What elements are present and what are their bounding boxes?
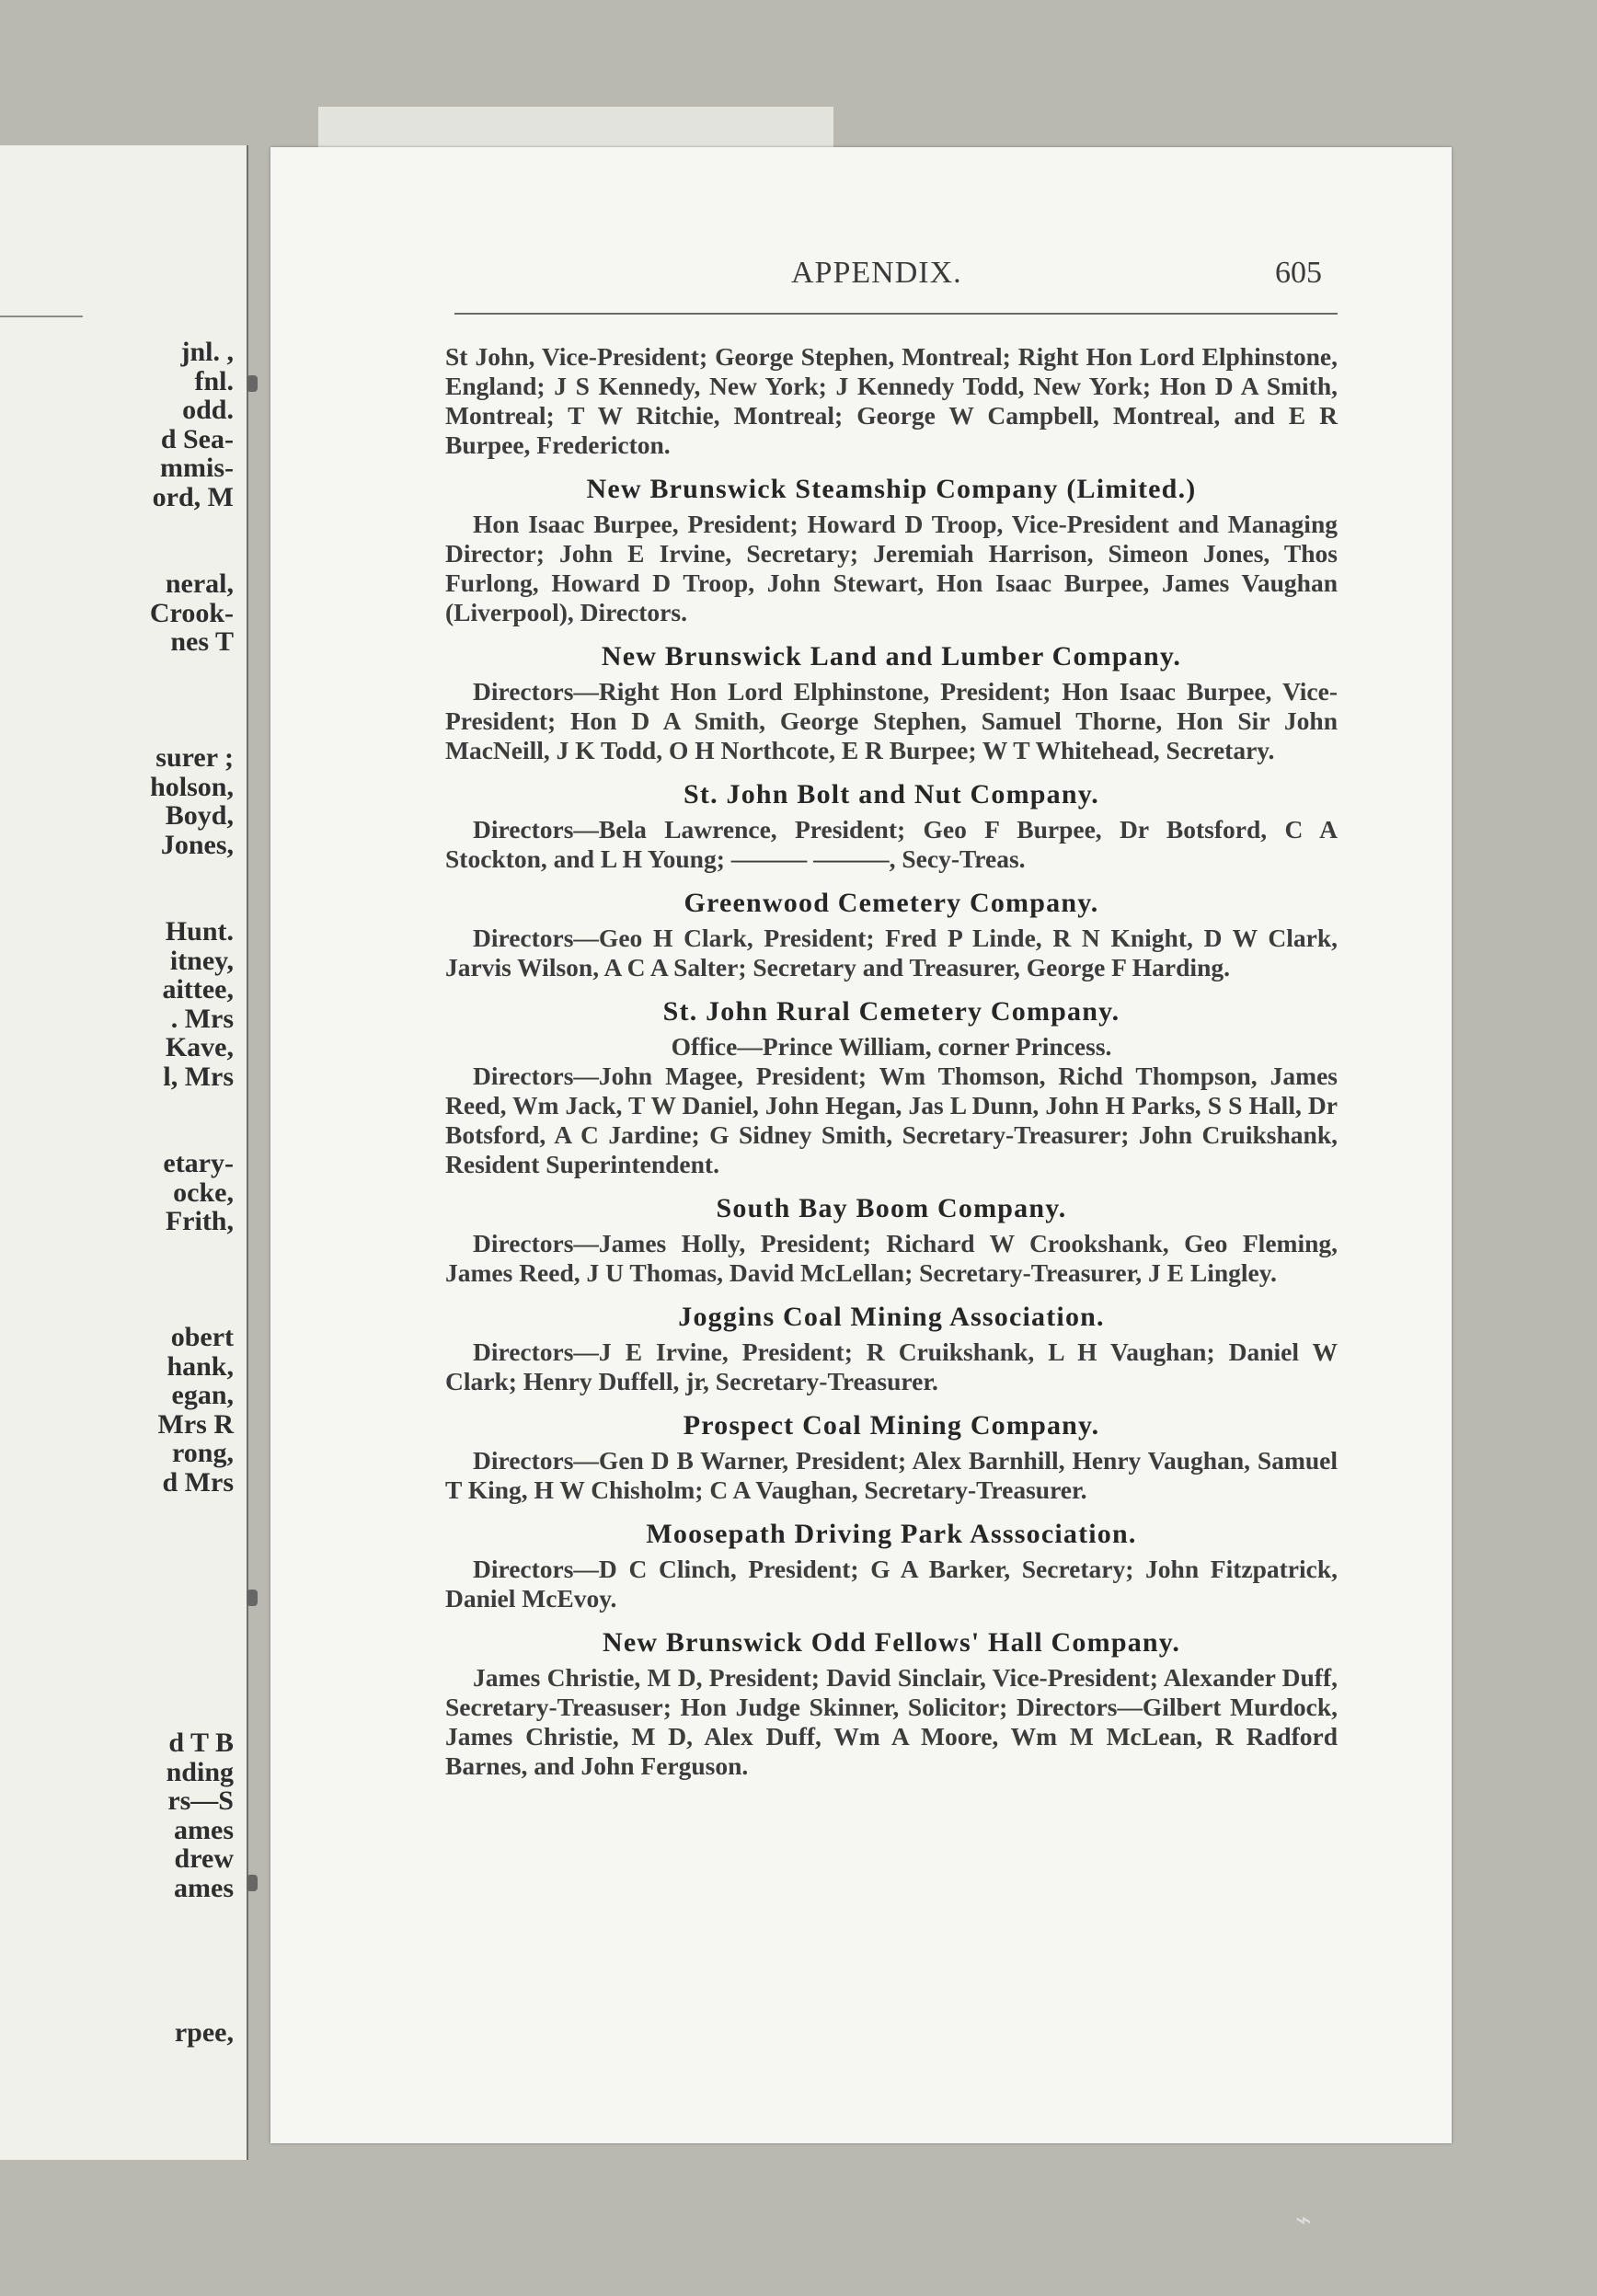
facing-page-line: rs—S — [167, 1785, 234, 1816]
entry-paragraph: James Christie, M D, President; David Sinclair, Vice-President; Alexander Duff, Secretary-Treasuser; Hon Judge Skinner, Solicitor; Directors—Gilbert Murdock, James Christie, M D, Alex Duff, Wm A Moore, Wm M McLean, R Radford Barnes, and John Ferguson. — [445, 1663, 1338, 1780]
facing-page-line: holson, — [150, 771, 234, 802]
entry-paragraph: Directors—J E Irvine, President; R Cruikshank, L H Vaughan; Daniel W Clark; Henry Duffell, jr, Secretary-Treasurer. — [445, 1337, 1338, 1395]
facing-page-line: rpee, — [174, 2017, 234, 2048]
company-entry — [445, 887, 1338, 982]
page-body — [445, 342, 1338, 1781]
book-page — [270, 147, 1452, 2143]
company-entry — [445, 778, 1338, 874]
facing-page-line: d Sea- — [160, 423, 234, 454]
company-heading: Greenwood Cemetery Company. — [684, 888, 1099, 918]
company-heading: Prospect Coal Mining Company. — [683, 1410, 1100, 1441]
facing-page-line: mmis- — [160, 453, 234, 483]
facing-page-line: ames — [174, 1814, 234, 1845]
company-heading: St. John Bolt and Nut Company. — [684, 779, 1099, 809]
page-header — [270, 256, 1452, 296]
facing-page-line: Jones, — [160, 829, 234, 860]
company-heading: New Brunswick Land and Lumber Company. — [601, 641, 1182, 672]
facing-page-line: aittee, — [162, 974, 234, 1004]
facing-page-line: obert — [170, 1322, 234, 1352]
facing-page-line: d T B — [168, 1728, 234, 1758]
facing-page-line: etary- — [163, 1148, 234, 1178]
company-heading: St. John Rural Cemetery Company. — [662, 996, 1120, 1027]
facing-page-line: hank, — [167, 1350, 234, 1382]
entry-paragraph: Hon Isaac Burpee, President; Howard D Troop, Vice-President and Managing Director; John E Irvine, Secretary; Jeremiah Harrison, Simeon Jones, Thos Furlong, Howard D Troop, John Stewart, Hon Isaac Burpee, James Vaughan (Liverpool), Directors. — [445, 510, 1338, 626]
facing-page-line: ocke, — [173, 1177, 234, 1208]
entry-paragraph: St John, Vice-President; George Stephen, Montreal; Right Hon Lord Elphinstone, England; J S Kennedy, New York; J Kennedy Todd, New York; Hon D A Smith, Montreal; T W Ritchie, Montreal; George W Campbell, Montreal, and E R Burpee, Fredericton. — [445, 342, 1338, 459]
entry-paragraph: Directors—Geo H Clark, President; Fred P Linde, R N Knight, D W Clark, Jarvis Wilson, A C A Salter; Secretary and Treasurer, George F Harding. — [445, 924, 1338, 982]
page-number: 605 — [1275, 256, 1322, 290]
entry-paragraph: Directors—Right Hon Lord Elphinstone, President; Hon Isaac Burpee, Vice-President; Hon D A Smith, George Stephen, Samuel Thorne, Hon Sir John MacNeill, J K Todd, O H Northcote, E R Burpee; W T Whitehead, Secretary. — [445, 677, 1338, 764]
facing-page-rule — [0, 316, 83, 317]
facing-page-line: Frith, — [165, 1206, 234, 1236]
facing-page-line: drew — [174, 1843, 234, 1874]
facing-page-line: neral, — [165, 568, 234, 599]
entry-paragraph: Directors—Bela Lawrence, President; Geo F Burpee, Dr Botsford, C A Stockton, and L H Young; ——— ———, Secy-Treas. — [445, 815, 1338, 873]
header-rule — [454, 313, 1338, 315]
company-heading: New Brunswick Steamship Company (Limited.) — [586, 474, 1197, 504]
entry-paragraph: Directors—John Magee, President; Wm Thomson, Richd Thompson, James Reed, Wm Jack, T W Daniel, John Hegan, Jas L Dunn, John H Parks, S S Hall, Dr Botsford, A C Jardine; G Sidney Smith, Secretary-Treasurer; John Cruikshank, Resident Superintendent. — [445, 1062, 1338, 1178]
facing-page-line: rong, — [172, 1438, 234, 1468]
company-heading: Joggins Coal Mining Association. — [678, 1302, 1105, 1332]
facing-page-line: odd. — [182, 395, 234, 425]
running-head: APPENDIX. — [791, 256, 962, 290]
office-address: Office—Prince William, corner Princess. — [671, 1032, 1112, 1061]
company-heading: South Bay Boom Company. — [716, 1193, 1067, 1223]
facing-page-line: Mrs R — [157, 1408, 234, 1440]
facing-page-line: egan, — [171, 1380, 234, 1410]
entry-paragraph: Directors—Gen D B Warner, President; Alex Barnhill, Henry Vaughan, Samuel T King, H W Chisholm; C A Vaughan, Secretary-Treasurer. — [445, 1446, 1338, 1504]
company-heading: New Brunswick Odd Fellows' Hall Company. — [602, 1627, 1181, 1658]
facing-page-line: ord, M — [152, 481, 234, 512]
facing-page-line: jnl. , — [180, 337, 234, 367]
facing-page-line: ames — [174, 1872, 234, 1903]
entry-paragraph: Directors—D C Clinch, President; G A Barker, Secretary; John Fitzpatrick, Daniel McEvoy. — [445, 1555, 1338, 1613]
facing-page-line: Kave, — [165, 1032, 234, 1062]
company-heading: Moosepath Driving Park Asssociation. — [646, 1519, 1137, 1549]
pencil-mark: ⌁ — [1295, 2204, 1313, 2236]
company-entry — [445, 342, 1338, 460]
binding-stitch — [247, 375, 258, 392]
company-entry — [445, 473, 1338, 627]
company-entry — [445, 1192, 1338, 1288]
company-entry — [445, 1301, 1338, 1396]
facing-page-fragment — [0, 145, 248, 2160]
facing-page-line: l, Mrs — [163, 1061, 234, 1092]
facing-page-line: d Mrs — [162, 1466, 234, 1498]
facing-page-line: Boyd, — [165, 800, 234, 831]
binding-stitch — [247, 1590, 258, 1606]
facing-page-line: . Mrs — [170, 1003, 234, 1034]
company-entry — [445, 1409, 1338, 1505]
facing-page-line: itney, — [169, 945, 234, 976]
company-entry — [445, 640, 1338, 765]
facing-page-line: Hunt. — [165, 916, 234, 947]
company-entry — [445, 1626, 1338, 1781]
company-entry — [445, 1518, 1338, 1613]
facing-page-line: nes T — [170, 626, 234, 657]
facing-page-line: Crook- — [149, 597, 234, 628]
company-entry — [445, 995, 1338, 1179]
entry-paragraph: Directors—James Holly, President; Richard W Crookshank, Geo Fleming, James Reed, J U Thomas, David McLellan; Secretary-Treasurer, J E Lingley. — [445, 1229, 1338, 1287]
facing-page-line: fnl. — [194, 365, 234, 396]
facing-page-line: nding — [166, 1756, 234, 1787]
facing-page-line: surer ; — [155, 742, 234, 773]
binding-stitch — [247, 1875, 258, 1891]
